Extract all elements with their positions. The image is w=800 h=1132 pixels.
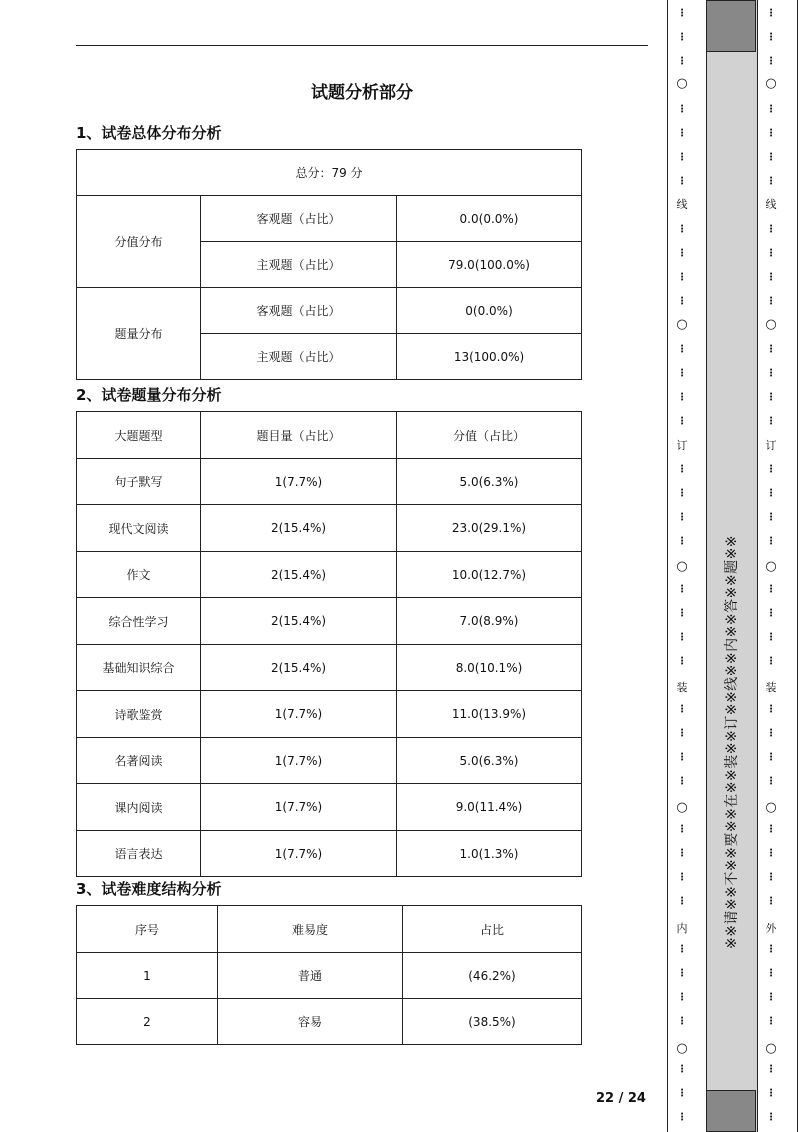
binding-dots: ⋮ — [677, 32, 687, 43]
cell: 现代文阅读 — [77, 505, 201, 552]
binding-dots: ⋮ — [677, 56, 687, 67]
binding-dots: ⋮ — [766, 296, 776, 307]
binding-dots: ⋮ — [677, 1064, 687, 1075]
cell: 1 — [77, 953, 218, 999]
binding-dots: ⋮ — [677, 608, 687, 619]
binding-dots: ⋮ — [677, 536, 687, 547]
binding-dots: ⋮ — [677, 872, 687, 883]
cell: 1(7.7%) — [201, 691, 397, 738]
cell: 普通 — [218, 953, 403, 999]
binding-dots: ⋮ — [766, 512, 776, 523]
binding-dots: ⋮ — [677, 368, 687, 379]
binding-dots: ⋮ — [766, 1064, 776, 1075]
difficulty-table — [76, 905, 582, 1045]
binding-dots: ⋮ — [766, 824, 776, 835]
row-value: 0(0.0%) — [397, 288, 582, 334]
binding-label: 订 — [765, 439, 777, 452]
binding-circle: ○ — [676, 76, 688, 91]
cell: 10.0(12.7%) — [397, 552, 582, 598]
group-label: 分值分布 — [77, 196, 201, 288]
binding-dots: ⋮ — [677, 632, 687, 643]
cell: 容易 — [218, 999, 403, 1045]
binding-circle: ○ — [765, 1041, 777, 1056]
binding-circle: ○ — [765, 317, 777, 332]
cell: 2(15.4%) — [201, 505, 397, 552]
table-row — [77, 999, 582, 1045]
binding-dots: ⋮ — [677, 704, 687, 715]
cell: 句子默写 — [77, 459, 201, 505]
cell: 2(15.4%) — [201, 645, 397, 691]
binding-dots: ⋮ — [766, 56, 776, 67]
binding-circle: ○ — [765, 800, 777, 815]
binding-dots: ⋮ — [677, 584, 687, 595]
table-row — [77, 831, 582, 877]
inner-binding-column — [674, 0, 690, 1132]
row-label: 主观题（占比） — [201, 334, 397, 380]
row-label: 客观题（占比） — [201, 288, 397, 334]
cell: 1(7.7%) — [201, 831, 397, 877]
binding-dots: ⋮ — [766, 608, 776, 619]
row-value: 13(100.0%) — [397, 334, 582, 380]
binding-dots: ⋮ — [677, 176, 687, 187]
table-row — [77, 505, 582, 552]
total-score: 总分：79 分 — [77, 150, 582, 196]
binding-circle: ○ — [765, 76, 777, 91]
binding-dots: ⋮ — [677, 224, 687, 235]
table-header: 大题题型 — [77, 412, 201, 459]
cell: 名著阅读 — [77, 738, 201, 784]
binding-dots: ⋮ — [677, 104, 687, 115]
binding-dots: ⋮ — [677, 1016, 687, 1027]
binding-dots: ⋮ — [766, 344, 776, 355]
binding-dots: ⋮ — [677, 128, 687, 139]
cell: 1(7.7%) — [201, 738, 397, 784]
section3-title: 3、试卷难度结构分析 — [76, 880, 222, 898]
cell: 综合性学习 — [77, 598, 201, 645]
cell: 1(7.7%) — [201, 459, 397, 505]
cell: 基础知识综合 — [77, 645, 201, 691]
row-label: 主观题（占比） — [201, 242, 397, 288]
table-row — [77, 645, 582, 691]
row-label: 客观题（占比） — [201, 196, 397, 242]
binding-dots: ⋮ — [766, 944, 776, 955]
cell: 1.0(1.3%) — [397, 831, 582, 877]
binding-dots: ⋮ — [766, 392, 776, 403]
binding-dots: ⋮ — [677, 1088, 687, 1099]
binding-dots: ⋮ — [677, 248, 687, 259]
cell: 9.0(11.4%) — [397, 784, 582, 831]
binding-dots: ⋮ — [766, 872, 776, 883]
binding-label: 外 — [765, 922, 777, 935]
binding-block-top — [706, 0, 756, 52]
outer-binding-column — [763, 0, 779, 1132]
binding-dots: ⋮ — [766, 752, 776, 763]
binding-label: 订 — [676, 439, 688, 452]
binding-dots: ⋮ — [766, 704, 776, 715]
binding-dots: ⋮ — [766, 368, 776, 379]
table-row — [77, 738, 582, 784]
binding-dots: ⋮ — [677, 896, 687, 907]
binding-dots: ⋮ — [766, 1088, 776, 1099]
cell: 诗歌鉴赏 — [77, 691, 201, 738]
binding-dots: ⋮ — [677, 752, 687, 763]
table-row — [77, 598, 582, 645]
binding-dots: ⋮ — [766, 272, 776, 283]
binding-dots: ⋮ — [677, 416, 687, 427]
binding-dots: ⋮ — [766, 176, 776, 187]
cell: (46.2%) — [403, 953, 582, 999]
cell: 23.0(29.1%) — [397, 505, 582, 552]
binding-dots: ⋮ — [677, 152, 687, 163]
binding-label: 线 — [765, 198, 777, 211]
row-value: 79.0(100.0%) — [397, 242, 582, 288]
binding-dots: ⋮ — [677, 272, 687, 283]
row-value: 0.0(0.0%) — [397, 196, 582, 242]
header-rule — [76, 45, 648, 46]
overall-distribution-table — [76, 149, 582, 380]
binding-dots: ⋮ — [766, 464, 776, 475]
cell: 1(7.7%) — [201, 784, 397, 831]
cell: (38.5%) — [403, 999, 582, 1045]
page-title: 试题分析部分 — [311, 83, 413, 103]
binding-dots: ⋮ — [766, 32, 776, 43]
binding-dots: ⋮ — [766, 416, 776, 427]
table-row — [77, 784, 582, 831]
table-row — [77, 459, 582, 505]
page-number: 22 / 24 — [596, 1091, 646, 1106]
group-label: 题量分布 — [77, 288, 201, 380]
binding-dots: ⋮ — [677, 992, 687, 1003]
table-row — [77, 953, 582, 999]
binding-dots: ⋮ — [766, 152, 776, 163]
binding-dots: ⋮ — [677, 848, 687, 859]
binding-label: 内 — [676, 922, 688, 935]
binding-dots: ⋮ — [766, 896, 776, 907]
binding-label: 装 — [676, 681, 688, 694]
binding-dots: ⋮ — [766, 848, 776, 859]
table-row — [77, 691, 582, 738]
binding-dots: ⋮ — [677, 296, 687, 307]
binding-dots: ⋮ — [766, 128, 776, 139]
table-header: 占比 — [403, 906, 582, 953]
cell: 课内阅读 — [77, 784, 201, 831]
binding-dots: ⋮ — [766, 776, 776, 787]
binding-circle: ○ — [676, 1041, 688, 1056]
binding-dots: ⋮ — [677, 344, 687, 355]
binding-warning-text: ※※请※※不※※要※※在※※装※※订※※线※※内※※答※※题※※ — [724, 534, 740, 950]
binding-dots: ⋮ — [766, 248, 776, 259]
binding-circle: ○ — [676, 800, 688, 815]
table-header: 分值（占比） — [397, 412, 582, 459]
binding-line-right — [797, 0, 798, 1132]
binding-dots: ⋮ — [677, 824, 687, 835]
binding-dots: ⋮ — [677, 968, 687, 979]
question-type-table — [76, 411, 582, 877]
binding-dots: ⋮ — [677, 392, 687, 403]
binding-dots: ⋮ — [766, 1112, 776, 1123]
binding-dots: ⋮ — [766, 488, 776, 499]
section2-title: 2、试卷题量分布分析 — [76, 386, 222, 404]
binding-dots: ⋮ — [766, 728, 776, 739]
table-row — [77, 552, 582, 598]
binding-circle: ○ — [765, 559, 777, 574]
binding-dots: ⋮ — [677, 728, 687, 739]
binding-circle: ○ — [676, 559, 688, 574]
cell: 8.0(10.1%) — [397, 645, 582, 691]
section1-title: 1、试卷总体分布分析 — [76, 124, 222, 142]
binding-dots: ⋮ — [677, 656, 687, 667]
binding-line-left — [667, 0, 668, 1132]
binding-label: 线 — [676, 198, 688, 211]
table-header: 题目量（占比） — [201, 412, 397, 459]
binding-dots: ⋮ — [677, 944, 687, 955]
cell: 语言表达 — [77, 831, 201, 877]
binding-block-bottom — [706, 1090, 756, 1132]
cell: 2(15.4%) — [201, 552, 397, 598]
cell: 7.0(8.9%) — [397, 598, 582, 645]
binding-dots: ⋮ — [766, 584, 776, 595]
binding-dots: ⋮ — [766, 968, 776, 979]
cell: 作文 — [77, 552, 201, 598]
binding-dots: ⋮ — [766, 656, 776, 667]
cell: 2(15.4%) — [201, 598, 397, 645]
binding-dots: ⋮ — [677, 776, 687, 787]
binding-circle: ○ — [676, 317, 688, 332]
binding-dots: ⋮ — [766, 104, 776, 115]
binding-dots: ⋮ — [677, 1112, 687, 1123]
cell: 5.0(6.3%) — [397, 459, 582, 505]
cell: 11.0(13.9%) — [397, 691, 582, 738]
binding-dots: ⋮ — [766, 224, 776, 235]
cell: 5.0(6.3%) — [397, 738, 582, 784]
binding-dots: ⋮ — [766, 632, 776, 643]
binding-dots: ⋮ — [677, 8, 687, 19]
binding-dots: ⋮ — [766, 536, 776, 547]
binding-dots: ⋮ — [677, 464, 687, 475]
binding-dots: ⋮ — [766, 992, 776, 1003]
binding-dots: ⋮ — [677, 488, 687, 499]
binding-dots: ⋮ — [766, 1016, 776, 1027]
cell: 2 — [77, 999, 218, 1045]
binding-dots: ⋮ — [677, 512, 687, 523]
table-header: 序号 — [77, 906, 218, 953]
table-header: 难易度 — [218, 906, 403, 953]
binding-dots: ⋮ — [766, 8, 776, 19]
binding-label: 装 — [765, 681, 777, 694]
